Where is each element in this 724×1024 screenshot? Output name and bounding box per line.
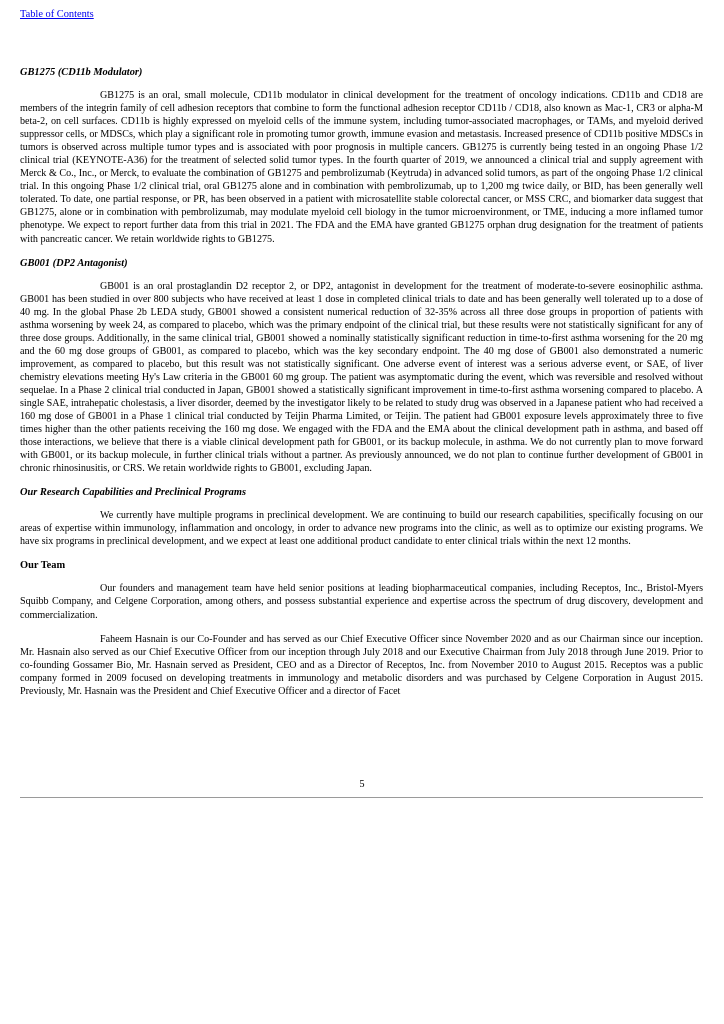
section-heading-research: Our Research Capabilities and Preclinical Programs [20, 487, 247, 499]
page-number: 5 [359, 779, 365, 790]
paragraph-team-1: Our founders and management team have held senior positions at leading biopharmaceutical companies, including Receptos, Inc., Bristol-Myers Squibb Company, and Celgene Corporation, among others, and possess substantial experience and expertise across the spectrum of drug discovery, development and commercialization. [20, 583, 703, 621]
section-heading-gb001: GB001 (DP2 Antagonist) [20, 257, 128, 269]
section-heading-gb1275: GB1275 (CD11b Modulator) [20, 67, 143, 78]
paragraph-gb1275: GB1275 is an oral, small molecule, CD11b modulator in clinical development for the treatment of oncology indications. CD11b and CD18 are members of the integrin family of cell adhesion receptors that combine to form the functional adhesion receptor CD11b / CD18, also known as Mac-1, CR3 or alpha-M beta-2, on cell surfaces. CD11b is highly expressed on myeloid cells of the immune system, including tumor-associated macrophages, or TAMs, and myeloid derived suppressor cells, or MDSCs, which play a significant role in promoting tumor growth, immune evasion and metastasis. Increased presence of CD11b positive MDSCs in tumors is observed across multiple tumor types and is associated with poor prognosis in multiple cancers. GB1275 is currently being tested in an ongoing Phase 1/2 clinical trial (KEYNOTE-A36) for the treatment of selected solid tumor types. In the fourth quarter of 2019, we announced a clinical trial and supply agreement with Merck & Co., Inc., or Merck, to evaluate the combination of GB1275 and pembrolizumab (Keytruda) in advanced solid tumors, as part of the ongoing Phase 1/2 clinical trial. In this ongoing Phase 1/2 clinical trial, oral GB1275 alone and in combination with pembrolizumab, up to 1,200 mg twice daily, or BID, has been generally well tolerated. To date, one partial response, or PR, has been observed in a patient with microsatellite stable colorectal cancer, or MSS CRC, and biomarker data suggest that GB1275, alone or in combination with pembrolizumab, may modulate myeloid cell biology in the tumor microenvironment, or TME, inducing a more inflamed tumor phenotype. We expect to report further data from this trial in 2021. The FDA and the EMA have granted GB1275 orphan drug designation for the treatment of patients with pancreatic cancer. We retain worldwide rights to GB1275. [20, 90, 703, 245]
document-body [20, 66, 703, 709]
table-of-contents-link[interactable]: Table of Contents [20, 9, 94, 20]
paragraph-team-2: Faheem Hasnain is our Co-Founder and has served as our Chief Executive Officer since November 2020 and as our Chairman since our inception. Mr. Hasnain also served as our Chief Executive Officer from our inception through July 2018 and our Executive Chairman from July 2018 through June 2019. Prior to co-founding Gossamer Bio, Mr. Hasnain served as President, CEO and as a Director of Receptos, Inc. from November 2010 to August 2015. Receptos was a public company formed in 2009 focused on developing treatments in immunology and metabolic disorders and was purchased by Celgene Corporation in August 2015. Previously, Mr. Hasnain was the President and Chief Executive Officer and a director of Facet [20, 633, 703, 697]
paragraph-research: We currently have multiple programs in preclinical development. We are continuing to build our research capabilities, specifically focusing on our areas of expertise within immunology, inflammation and oncology, in order to advance new programs into the clinic, as well as to optimize our existing programs. We have six programs in preclinical development, and we expect at least one additional product candidate to enter clinical trials within the next 12 months. [20, 510, 703, 548]
footer-divider [20, 797, 703, 798]
section-heading-team: Our Team [20, 560, 66, 572]
paragraph-gb001: GB001 is an oral prostaglandin D2 receptor 2, or DP2, antagonist in development for the treatment of moderate-to-severe eosinophilic asthma. GB001 has been studied in over 800 subjects who have received at least 1 dose in completed clinical trials to date and has been generally well tolerated up to a dose of 40 mg. In the global Phase 2b LEDA study, GB001 showed a consistent numerical reduction of 32-35% across all three dose groups in proportion of patients with asthma worsening by week 24, as compared to placebo, which was the primary endpoint of the clinical trial, but these results were not statistically significant for any of three dose groups. Additionally, in the same clinical trial, GB001 showed a nominally statistically significant reduction in time-to-first asthma worsening for the 20 mg and the 60 mg dose groups of GB001, as compared to placebo, which was the key secondary endpoint. The 40 mg dose of GB001 also demonstrated a numeric improvement, as compared to placebo, but this result was not statistically significant. One adverse event of interest was a serious adverse event, or SAE, of liver chemistry elevations meeting Hy's Law criteria in the GB001 60 mg group. The patient was asymptomatic during the event, which was reversible and resolved without sequelae. In a Phase 2 clinical trial conducted in Japan, GB001 showed a statistically significant improvement in time-to-first asthma worsening compared to placebo. A single SAE, intrahepatic cholestasis, a liver disorder, deemed by the investigator likely to be related to study drug was observed in a Japanese patient who had received a 160 mg dose of GB001 in a Phase 1 clinical trial conducted by Teijin Pharma Limited, or Teijin. The patient had GB001 exposure levels approximately three to five times higher than the other patients receiving the 160 mg dose. We engaged with the FDA and the EMA about the clinical development path in asthma, and based off those interactions, we believe that there is a viable clinical development path for GB001, or its backup molecule, in asthma. We do not currently plan to move forward with GB001, or its backup molecule, in further clinical trials without a partner. As previously announced, we do not plan to continue further development of GB001 in chronic rhinosinusitis, or CRS. We retain worldwide rights to GB001, excluding Japan. [20, 280, 703, 475]
